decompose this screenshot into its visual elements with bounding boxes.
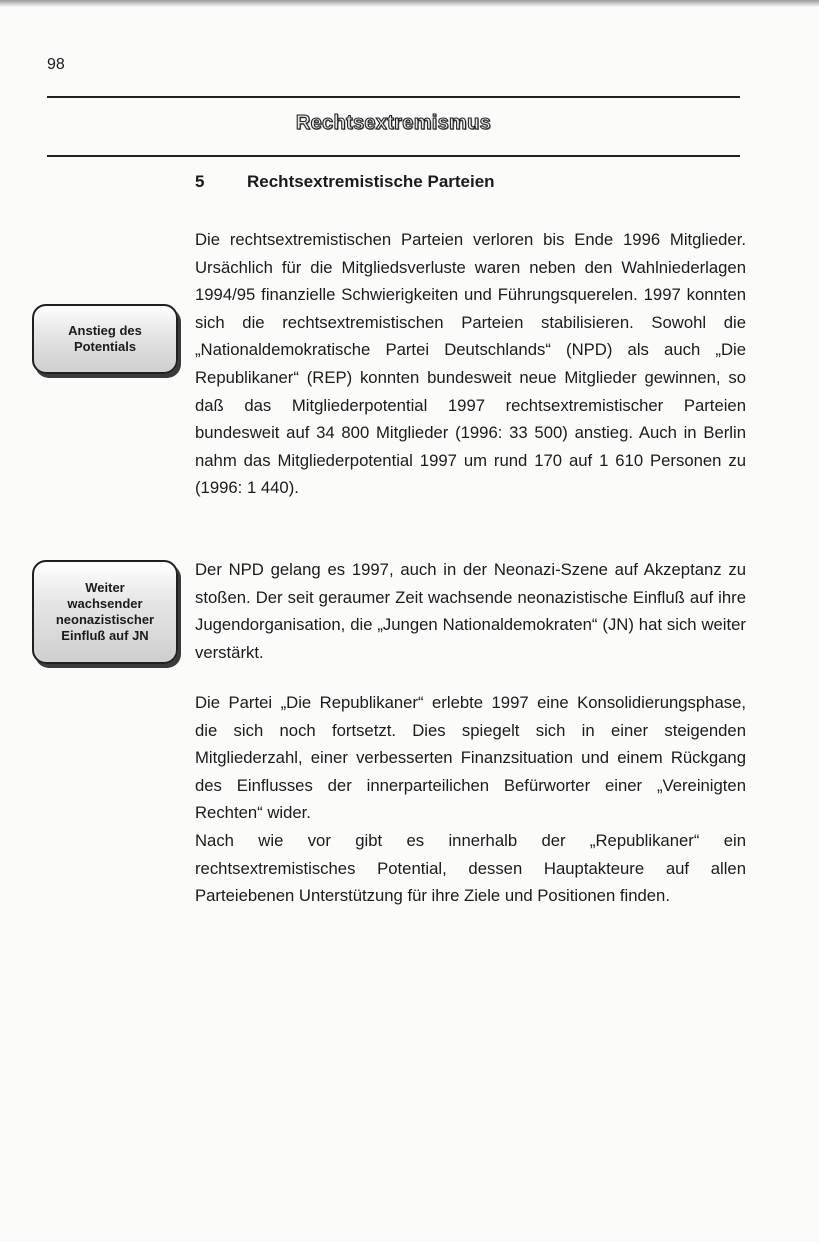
running-head: Rechtsextremismus bbox=[295, 112, 492, 134]
section-heading bbox=[195, 172, 495, 192]
body-paragraph: Der NPD gelang es 1997, auch in der Neonazi-Szene auf Akzeptanz zu stoßen. Der seit geraumer Zeit wachsende neonazistische Einfluß auf ihre Jugendorganisation, die „Jungen Nationaldemokraten“ (JN) hat sich weiter verstärkt. bbox=[195, 560, 746, 662]
page-number: 98 bbox=[47, 56, 65, 73]
margin-note-line: neonazistischer bbox=[55, 612, 155, 627]
body-paragraph: Nach wie vor gibt es innerhalb der „Republikaner“ ein rechtsextremistisches Potential, dessen Hauptakteure auf allen Parteiebenen Unterstützung für ihre Ziele und Positionen finden. bbox=[195, 831, 746, 906]
section-title: Rechtsextremistische Parteien bbox=[247, 172, 495, 191]
body-paragraph: Die Partei „Die Republikaner“ erlebte 1997 eine Konsolidierungsphase, die sich noch fortsetzt. Dies spiegelt sich in einer steigenden Mitgliederzahl, einer verbesserten Finanzsituation und einem Rückgang des Einflusses der innerparteilichen Befürworter einer „Vereinigten Rechten“ wider. bbox=[195, 693, 746, 823]
body-paragraph: Die rechtsextremistischen Parteien verloren bis Ende 1996 Mitglieder. Ursächlich für die Mitgliedsverluste waren neben den Wahlniederlagen 1994/95 finanzielle Schwierigkeiten und Führungsquerelen. 1997 konnten sich die rechtsextremistischen Parteien stabilisieren. Sowohl die „Nationaldemokratische Partei Deutschlands“ (NPD) als auch „Die Republikaner“ (REP) konnten bundesweit neue Mitglieder gewinnen, so daß das Mitgliederpotential 1997 rechtsextremistischer Parteien bundesweit auf 34 800 Mitglieder (1996: 33 500) anstieg. Auch in Berlin nahm das Mitgliederpotential 1997 um rund 170 auf 1 610 Personen zu (1996: 1 440). bbox=[195, 230, 746, 498]
section-number: 5 bbox=[195, 172, 205, 191]
margin-note-jn bbox=[32, 560, 178, 664]
margin-note-line: wachsender bbox=[67, 596, 143, 611]
margin-note-line: Anstieg des bbox=[68, 323, 142, 338]
scan-edge bbox=[0, 0, 819, 7]
margin-note-line: Potentials bbox=[73, 339, 137, 354]
header-rule-top bbox=[47, 96, 740, 98]
margin-note-potential bbox=[32, 304, 178, 374]
margin-note-line: Einfluß auf JN bbox=[61, 628, 149, 643]
header-rule-bottom bbox=[47, 155, 740, 157]
margin-note-line: Weiter bbox=[85, 580, 125, 595]
